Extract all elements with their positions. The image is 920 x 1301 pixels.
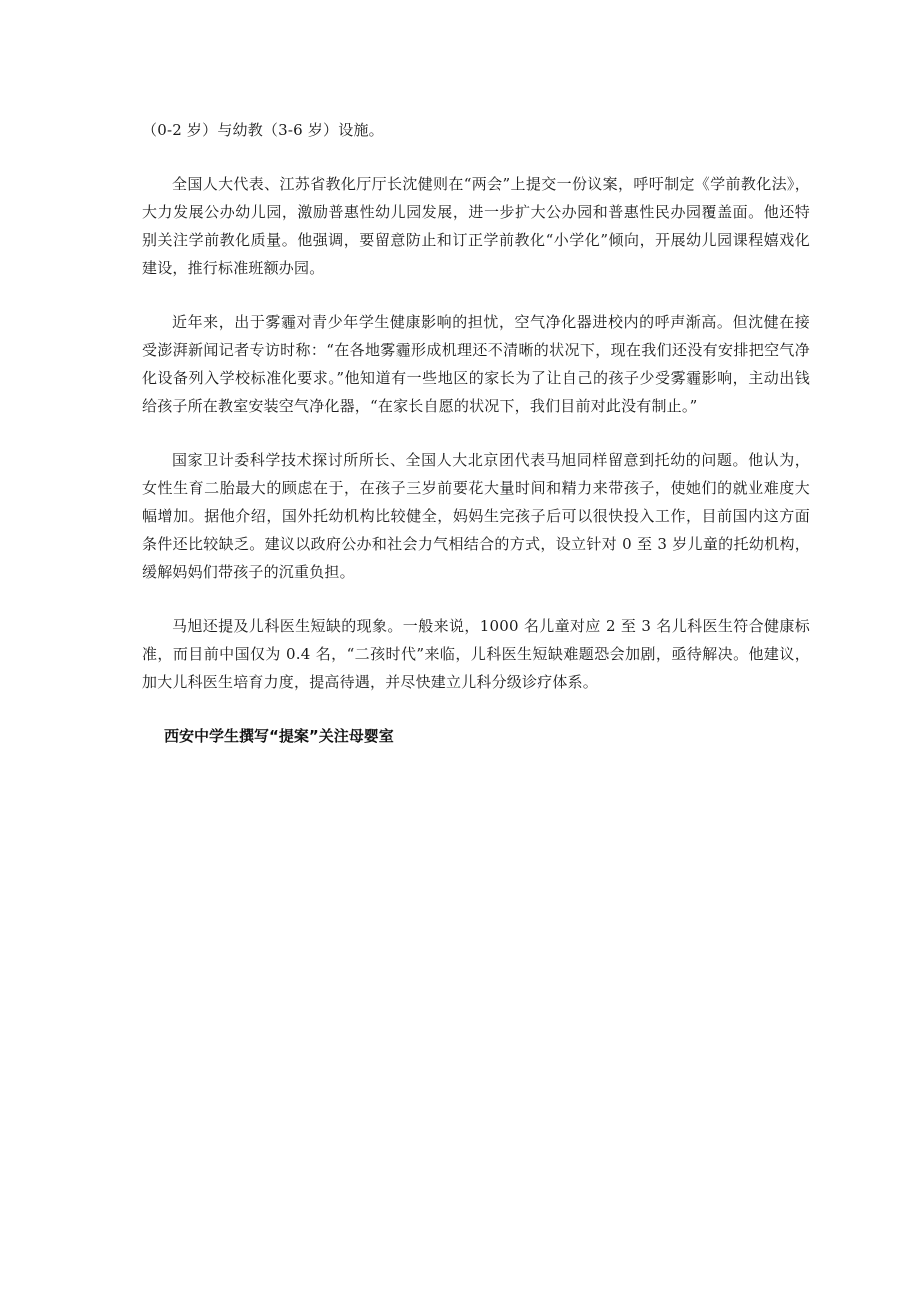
paragraph-spacer (142, 586, 810, 612)
paragraph-air-purifier: 近年来，出于雾霾对青少年学生健康影响的担忧，空气净化器进校内的呼声渐高。但沈健在接受澎湃新闻记者专访时称：“在各地雾霾形成机理还不清晰的状况下，现在我们还没有安排把空气净化设备列入学校标准化要求。”他知道有一些地区的家长为了让自己的孩子少受雾霾影响，主动出钱给孩子所在教室安装空气净化器，“在家长自愿的状况下，我们目前对此没有制止。” (142, 313, 810, 415)
paragraph-pediatrician-shortage: 马旭还提及儿科医生短缺的现象。一般来说，1000 名儿童对应 2 至 3 名儿科医生符合健康标准，而目前中国仅为 0.4 名，“二孩时代”来临，儿科医生短缺难题恐会加剧，亟待解决。他建议，加大儿科医生培育力度，提高待遇，并尽快建立儿科分级诊疗体系。 (142, 617, 810, 691)
paragraph-continuation: （0-2 岁）与幼教（3-6 岁）设施。 (142, 121, 384, 139)
paragraph-spacer (142, 282, 810, 308)
paragraph-spacer (142, 420, 810, 446)
paragraph-spacer (142, 696, 810, 722)
document-body (142, 116, 810, 750)
paragraph-shen-jian-proposal: 全国人大代表、江苏省教化厅厅长沈健则在“两会”上提交一份议案，呼吁制定《学前教化法》，大力发展公办幼儿园，激励普惠性幼儿园发展，进一步扩大公办园和普惠性民办园覆盖面。他还特别关注学前教化质量。他强调，要留意防止和订正学前教化“小学化”倾向，开展幼儿园课程嬉戏化建设，推行标准班额办园。 (142, 175, 810, 277)
section-heading: 西安中学生撰写“提案”关注母婴室 (164, 727, 394, 745)
paragraph-childcare-ma-xu: 国家卫计委科学技术探讨所所长、全国人大北京团代表马旭同样留意到托幼的问题。他认为，女性生育二胎最大的顾虑在于，在孩子三岁前要花大量时间和精力来带孩子，使她们的就业难度大幅增加。据他介绍，国外托幼机构比较健全，妈妈生完孩子后可以很快投入工作，目前国内这方面条件还比较缺乏。建议以政府公办和社会力气相结合的方式，设立针对 0 至 3 岁儿童的托幼机构，缓解妈妈们带孩子的沉重负担。 (142, 451, 810, 581)
paragraph-spacer (142, 144, 810, 170)
